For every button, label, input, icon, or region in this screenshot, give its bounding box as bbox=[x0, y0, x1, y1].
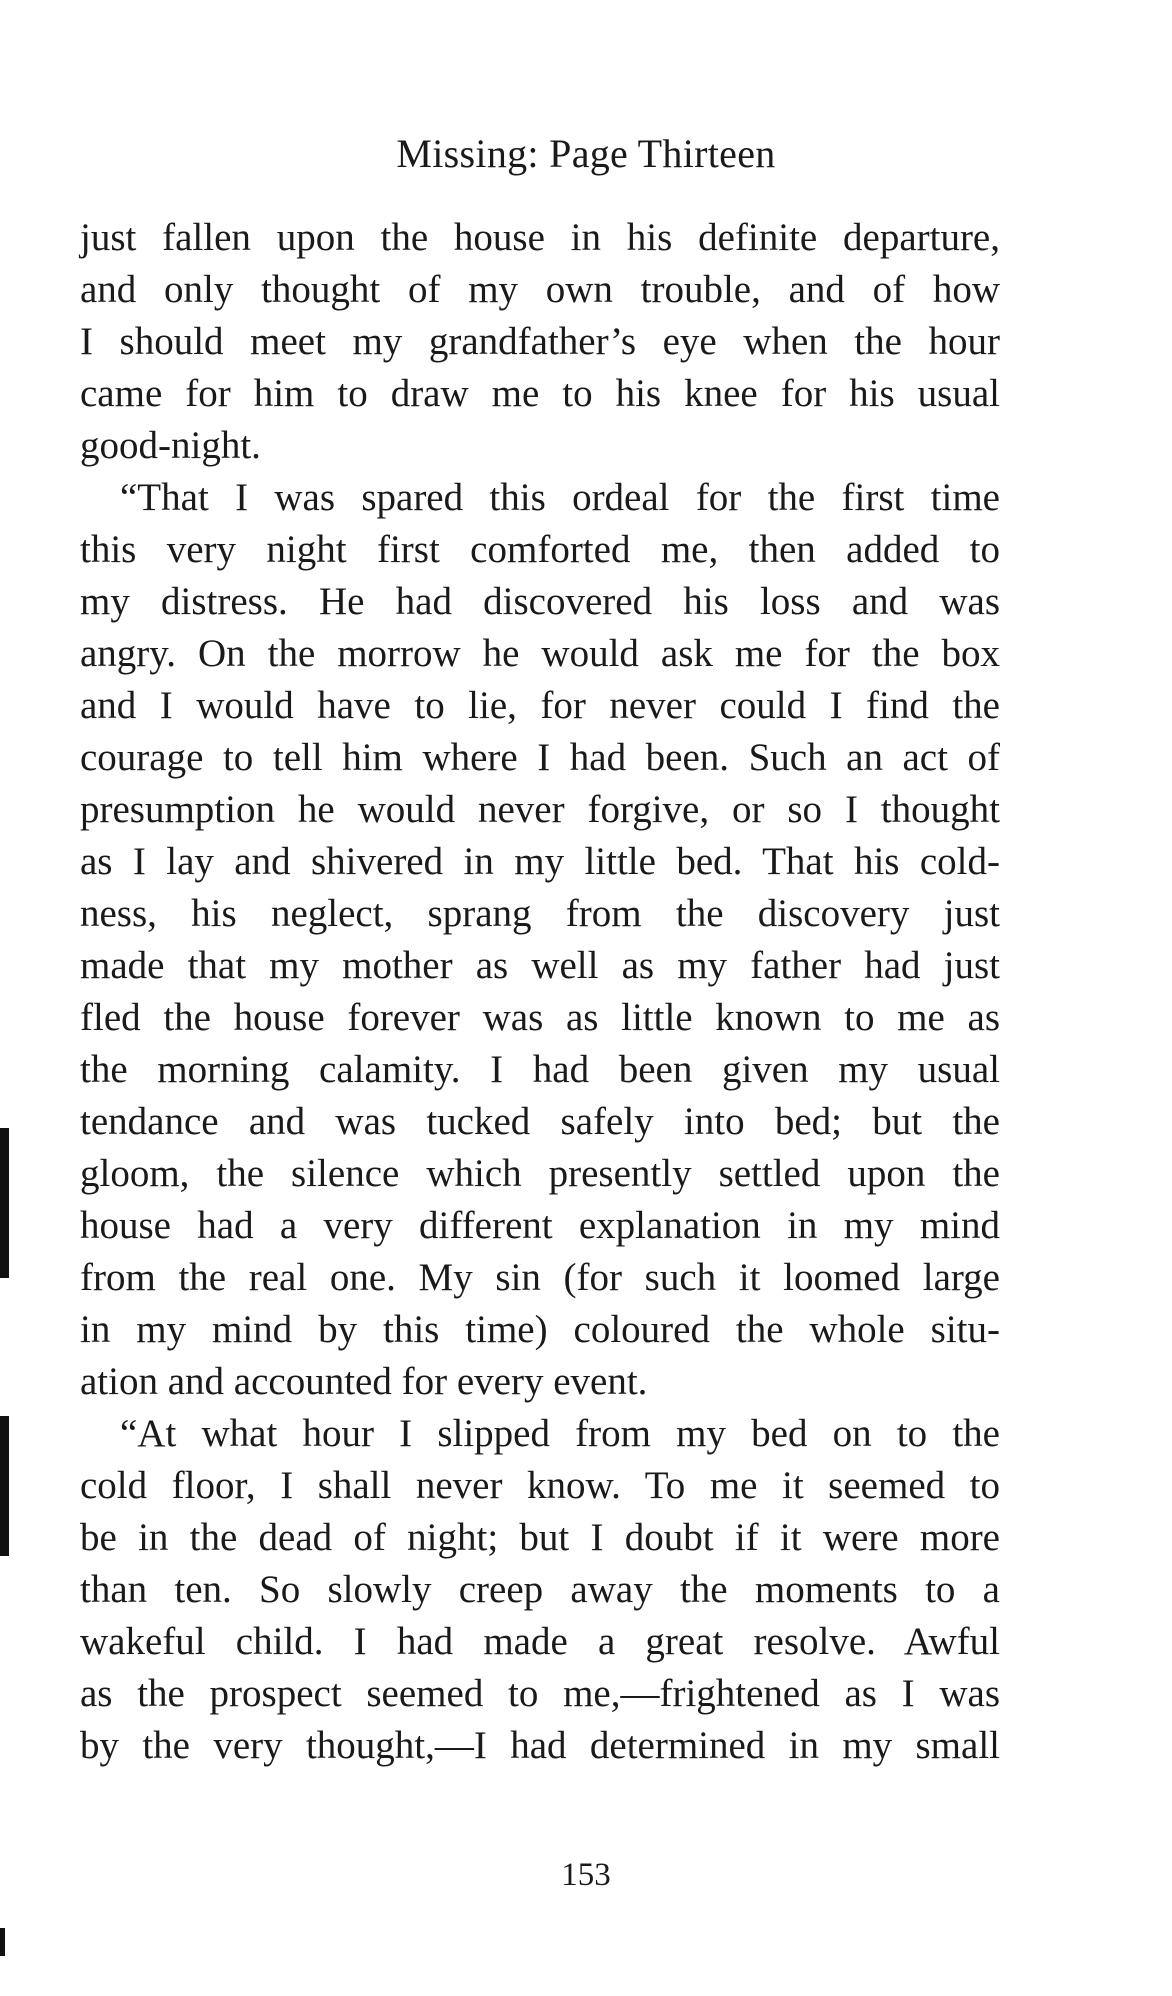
running-head: Missing: Page Thirteen bbox=[396, 131, 776, 176]
body-text bbox=[80, 212, 1000, 1772]
text-line: came for him to draw me to his knee for his usual bbox=[80, 372, 1000, 415]
text-line: ness, his neglect, sprang from the discovery just bbox=[80, 892, 1000, 935]
text-line: I should meet my grandfather’s eye when the hour bbox=[80, 320, 1000, 363]
paragraph-first-line: “That I was spared this ordeal for the first time bbox=[120, 476, 1000, 519]
text-line: just fallen upon the house in his definite departure, bbox=[80, 216, 1000, 259]
scan-margin-mark bbox=[0, 1928, 5, 1956]
scan-margin-mark bbox=[0, 1416, 9, 1556]
text-line: house had a very different explanation in my mind bbox=[80, 1204, 1000, 1247]
text-line: in my mind by this time) coloured the whole situ- bbox=[80, 1308, 1000, 1351]
text-line: courage to tell him where I had been. Such an act of bbox=[80, 736, 1000, 779]
text-line: angry. On the morrow he would ask me for the box bbox=[80, 632, 1000, 675]
text-line: this very night first comforted me, then added to bbox=[80, 528, 1000, 571]
text-line: be in the dead of night; but I doubt if it were more bbox=[80, 1516, 1000, 1559]
page-number: 153 bbox=[561, 1857, 611, 1893]
text-line: presumption he would never forgive, or so I thought bbox=[80, 788, 1000, 831]
text-line: as I lay and shivered in my little bed. That his cold- bbox=[80, 840, 1000, 883]
text-line: my distress. He had discovered his loss and was bbox=[80, 580, 1000, 623]
text-line: by the very thought,—I had determined in my small bbox=[80, 1724, 1000, 1767]
text-line: and I would have to lie, for never could I find the bbox=[80, 684, 1000, 727]
text-line: the morning calamity. I had been given my usual bbox=[80, 1048, 1000, 1091]
text-line: cold floor, I shall never know. To me it seemed to bbox=[80, 1464, 1000, 1507]
text-line: gloom, the silence which presently settled upon the bbox=[80, 1152, 1000, 1195]
text-line: wakeful child. I had made a great resolve. Awful bbox=[80, 1620, 1000, 1663]
text-line: made that my mother as well as my father had just bbox=[80, 944, 1000, 987]
text-line: fled the house forever was as little known to me as bbox=[80, 996, 1000, 1039]
scan-margin-mark bbox=[0, 1128, 9, 1278]
paragraph-first-line: “At what hour I slipped from my bed on to the bbox=[120, 1412, 1000, 1455]
text-line: and only thought of my own trouble, and of how bbox=[80, 268, 1000, 311]
text-line: tendance and was tucked safely into bed; but the bbox=[80, 1100, 1000, 1143]
text-line: from the real one. My sin (for such it loomed large bbox=[80, 1256, 1000, 1299]
text-line: as the prospect seemed to me,—frightened as I was bbox=[80, 1672, 1000, 1715]
text-line: ation and accounted for every event. bbox=[80, 1360, 648, 1403]
text-line: than ten. So slowly creep away the moments to a bbox=[80, 1568, 1000, 1611]
text-line: good-night. bbox=[80, 424, 261, 467]
